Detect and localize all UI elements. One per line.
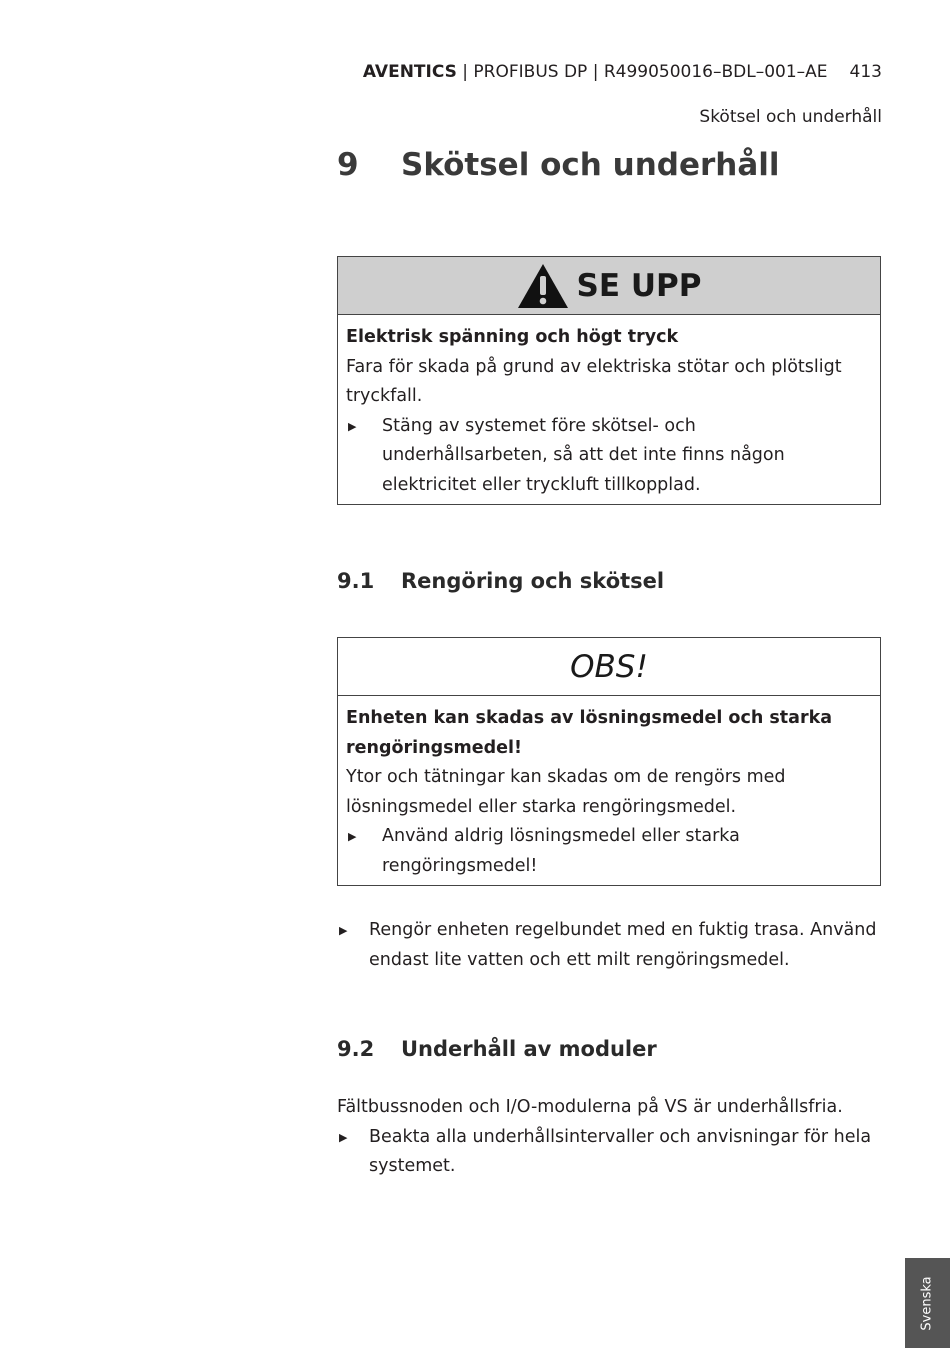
language-tab [905,1258,950,1348]
warning-box [337,256,881,505]
bullet-arrow-icon: ▶ [348,830,357,843]
bullet-arrow-icon: ▶ [339,1130,348,1144]
notice-title: OBS! [570,648,648,685]
notice-bullet-text: Använd aldrig lösningsmedel eller starka rengöringsmedel! [382,826,740,876]
maintenance-bullet-item [337,1123,881,1182]
warning-heading: Elektrisk spänning och högt tryck [346,327,679,347]
running-section-name: Skötsel och underhåll [699,107,882,127]
chapter-heading [337,147,780,183]
maintenance-bullet-text: Beakta alla underhållsintervaller och anvisningar för hela systemet. [369,1126,872,1176]
cleaning-instruction [337,916,881,975]
page-number: 413 [849,62,882,82]
brand-name: AVENTICS [362,62,457,82]
warning-triangle-icon [517,263,569,309]
section-title: Rengöring och skötsel [401,569,665,593]
warning-box-header [338,257,880,315]
chapter-title: Skötsel och underhåll [401,147,780,183]
warning-text: Fara för skada på grund av elektriska stötar och plötsligt tryckfall. [346,356,842,406]
notice-heading: Enheten kan skadas av lösningsmedel och starka rengöringsmedel! [346,708,833,758]
section-number: 9.1 [337,569,375,593]
chapter-number: 9 [337,147,359,183]
warning-bullet-text: Stäng av systemet före skötsel- och underhållsarbeten, så att det inte finns någon elektricitet eller tryckluft tillkopplad. [382,415,785,495]
running-header [363,62,882,82]
notice-box [337,637,881,886]
language-tab-label: Svenska [920,1275,936,1331]
bullet-arrow-icon: ▶ [339,924,348,937]
bullet-arrow-icon: ▶ [348,419,357,433]
section-title: Underhåll av moduler [401,1037,657,1061]
cleaning-bullet-text: Rengör enheten regelbundet med en fuktig trasa. Använd endast lite vatten och ett milt rengöringsmedel. [369,920,877,970]
cleaning-bullet-item [337,916,881,975]
warning-box-body [338,315,880,504]
section-number: 9.2 [337,1037,375,1061]
notice-box-body [338,696,880,885]
maintenance-paragraph [337,1093,881,1182]
notice-box-header [338,638,880,696]
section-heading-9-1 [337,569,664,593]
section-heading-9-2 [337,1037,657,1061]
document-info: | PROFIBUS DP | R499050016–BDL–001–AE [456,62,828,82]
notice-text: Ytor och tätningar kan skadas om de rengörs med lösningsmedel eller starka rengöringsmedel. [346,767,786,817]
warning-bullet-item [346,412,862,501]
notice-bullet-item [346,822,862,881]
warning-title: SE UPP [576,267,702,304]
maintenance-text: Fältbussnoden och I/O-modulerna på VS är underhållsfria. [337,1097,843,1117]
